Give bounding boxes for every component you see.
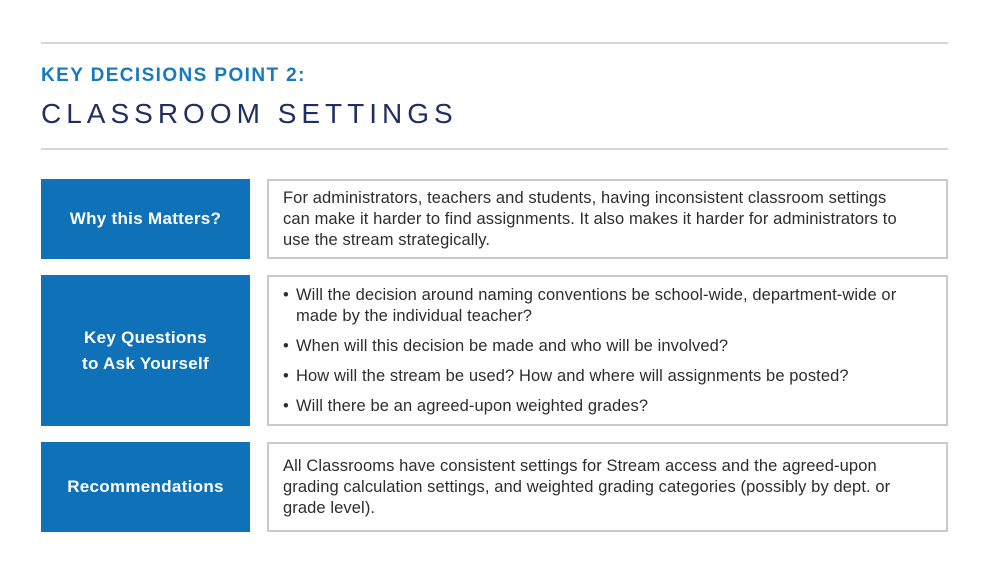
- bullet-icon: •: [283, 366, 289, 385]
- title-divider: [41, 148, 948, 150]
- label-recommendations: [41, 442, 250, 532]
- question-text: Will the decision around naming conventions be school-wide, department-wide or made by the individual teacher?: [296, 285, 897, 325]
- why-this-matters-text: For administrators, teachers and students, having inconsistent classroom settings can make it harder to find assignments. It also makes it harder for administrators to use the stream strategically.: [283, 188, 897, 249]
- page-content: [41, 0, 948, 532]
- bullet-icon: •: [283, 396, 289, 415]
- label-why-this-matters: [41, 179, 250, 259]
- list-item: [283, 285, 898, 327]
- row-key-questions: [41, 275, 948, 426]
- bullet-icon: •: [283, 285, 289, 304]
- label-text: Why this Matters?: [69, 209, 222, 228]
- content-box-recommendations: [267, 442, 948, 532]
- recommendations-text: All Classrooms have consistent settings for Stream access and the agreed-upon grading calculation settings, and weighted grading categories (possibly by dept. or grade level).: [283, 456, 891, 517]
- content-box-key-questions: [267, 275, 948, 426]
- section-eyebrow: KEY DECISIONS POINT 2:: [41, 65, 306, 86]
- question-text: How will the stream be used? How and where will assignments be posted?: [296, 366, 849, 385]
- key-questions-list: [283, 285, 906, 417]
- list-item: [283, 336, 898, 357]
- decision-rows: [41, 179, 948, 532]
- bullet-icon: •: [283, 336, 289, 355]
- content-box-why-this-matters: [267, 179, 948, 259]
- row-why-this-matters: [41, 179, 948, 259]
- list-item: [283, 396, 898, 417]
- page-title: CLASSROOM SETTINGS: [41, 98, 458, 129]
- label-text-line-1: Key Questions: [84, 327, 207, 347]
- label-text-line-2: to Ask Yourself: [82, 353, 209, 373]
- question-text: Will there be an agreed-upon weighted grades?: [296, 396, 649, 415]
- list-item: [283, 366, 898, 387]
- question-text: When will this decision be made and who will be involved?: [296, 336, 729, 355]
- label-key-questions: [41, 275, 250, 426]
- top-divider: [41, 42, 948, 44]
- label-text: Recommendations: [67, 477, 224, 496]
- row-recommendations: [41, 442, 948, 532]
